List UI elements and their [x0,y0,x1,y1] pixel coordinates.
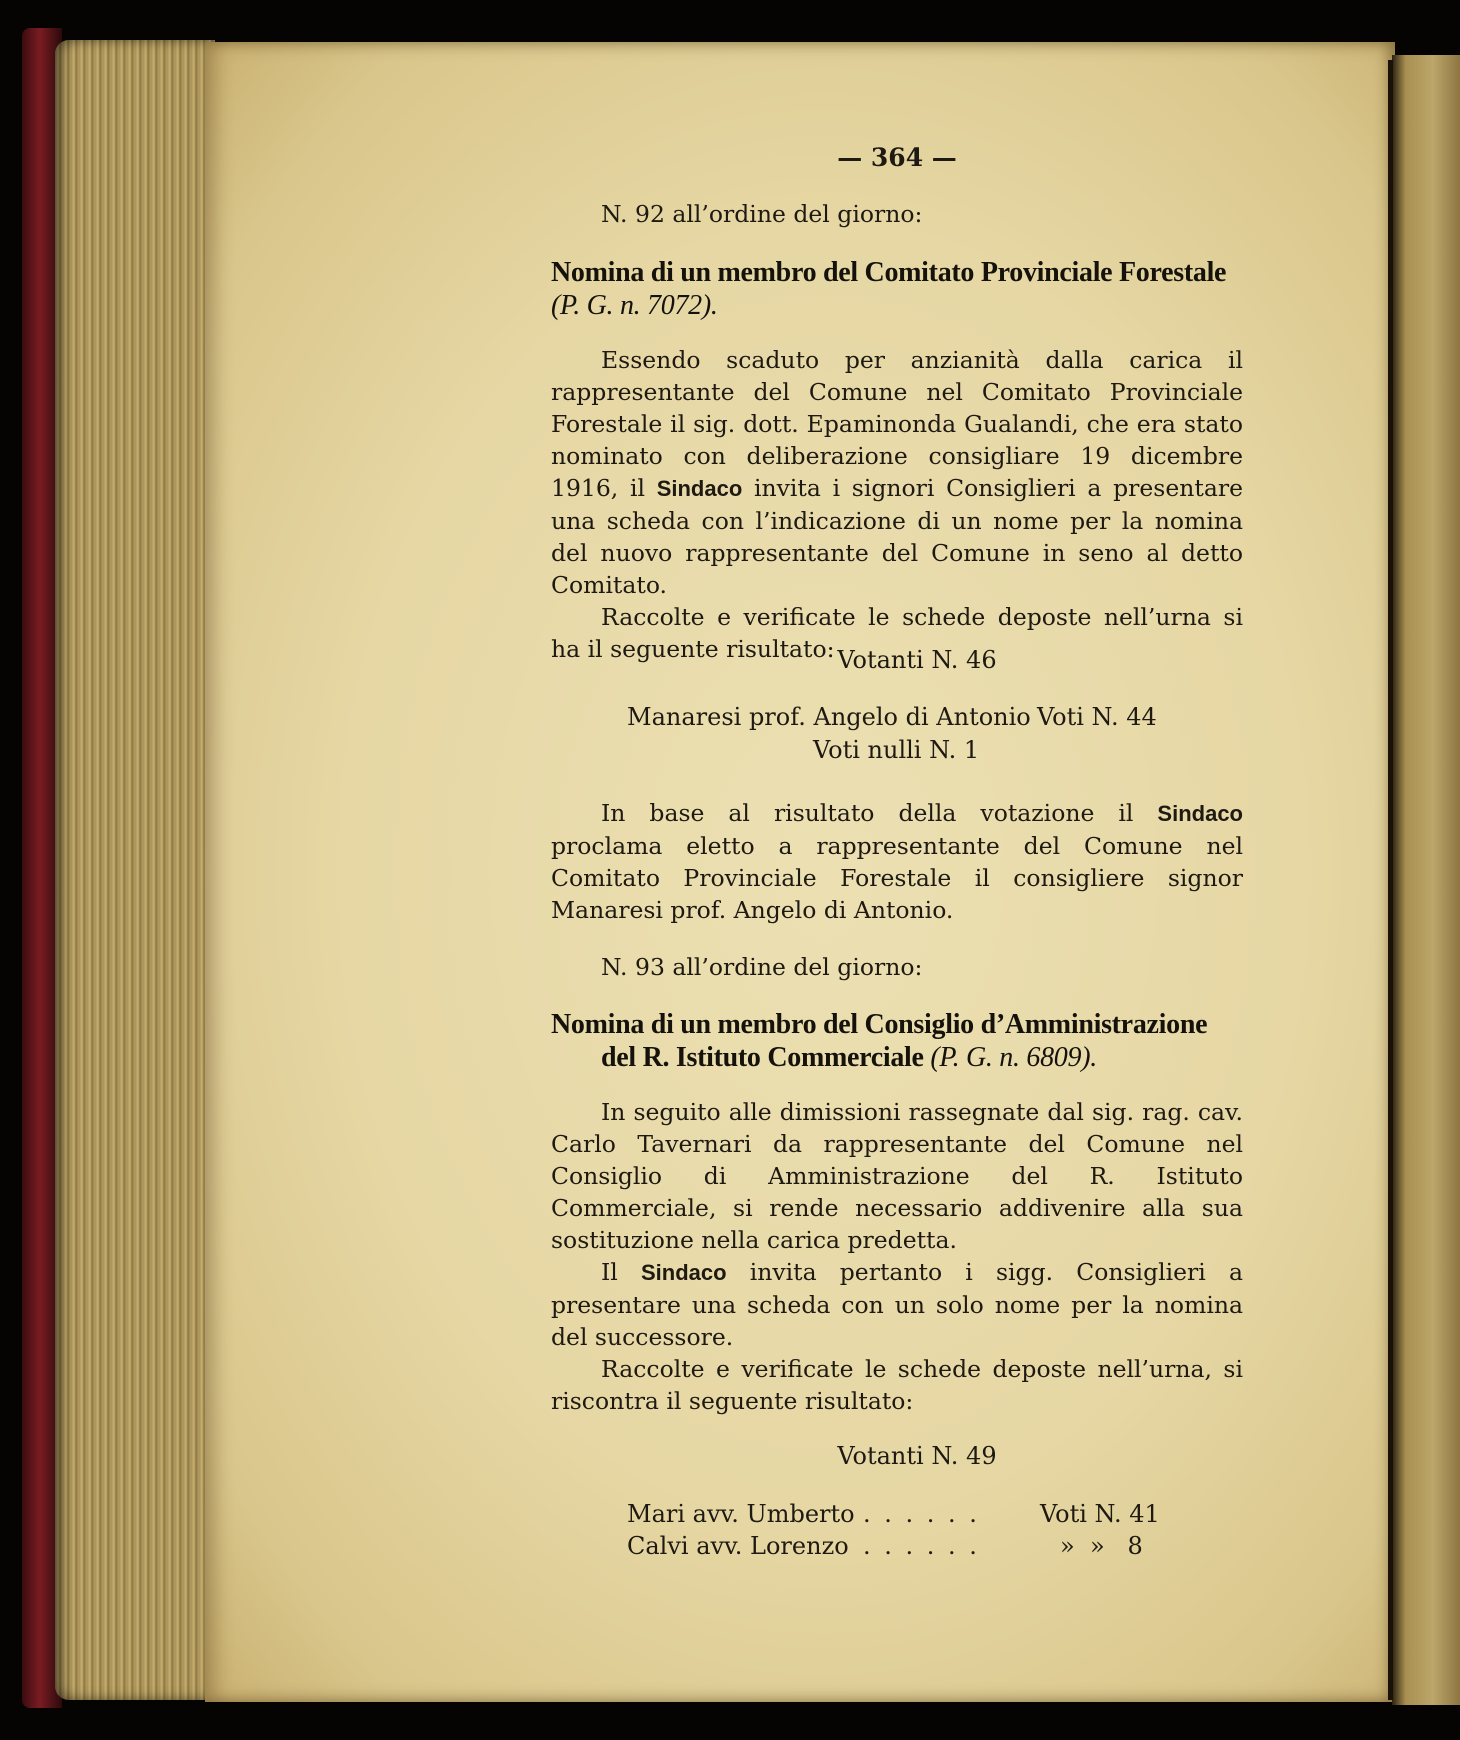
sindaco-bold: Sindaco [656,476,743,501]
candidate-votes: Voti N. 41 [1040,1500,1160,1528]
votanti-92: Votanti N. 46 [837,646,997,674]
section-heading-93 [551,1008,1243,1074]
candidate-name: Calvi avv. Lorenzo [627,1532,849,1560]
candidate-votes: » » 8 [1060,1532,1143,1560]
agenda-item-92: N. 92 all’ordine del giorno: [601,200,923,228]
vote-result-row [627,703,1167,731]
null-votes: Voti nulli N. 1 [813,736,980,764]
paragraph-92-3: In base al risultato della votazione il Sindaco proclama eletto a rappresentante del Comune nel Comitato Provinciale Forestale il consigliere signor Manaresi prof. Angelo di Antonio. [551,799,1243,924]
candidate-votes: Voti N. 44 [1037,703,1157,731]
leader-dots: . . . . . . [863,1532,980,1560]
result-row-2 [627,1532,1187,1560]
heading-line-2: del R. Istituto Commerciale (P. G. n. 6809). [601,1042,1097,1073]
candidate-name: Manaresi prof. Angelo di Antonio [627,703,1031,731]
leader-dots: . . . . . . [863,1500,980,1528]
paragraph-92-1: Essendo scaduto per anzianità dalla carica il rappresentante del Comune nel Comitato Provinciale Forestale il sig. dott. Epaminonda Gualandi, che era stato nominato con deliberazione consigliare 19 dicembre 1916, il Sindaco invita i signori Consiglieri a presentare una scheda con l’indicazione di un nome per la nomina del nuovo rappresentante del Comune in seno al detto Comitato. Raccolte e verificate le schede deposte nell’urna si ha il seguente risultato: [551,346,1243,663]
heading-text: Nomina di un membro del Comitato Provinciale Forestale [551,257,1227,288]
paragraph-93-1: In seguito alle dimissioni rassegnate dal sig. rag. cav. Carlo Tavernari da rappresentante del Comune nel Consiglio di Amministrazione del R. Istituto Commerciale, si rende necessario addivenire alla sua sostituzione nella carica predetta. Il Sindaco invita pertanto i sigg. Consiglieri a presentare una scheda con un solo nome per la nomina del successore. Raccolte e verificate le schede deposte nell’urna, si riscontra il seguente risultato: [551,1098,1243,1415]
votanti-93: Votanti N. 49 [837,1442,997,1470]
section-heading-92 [551,256,1243,322]
paragraph-93-2: Il Sindaco invita pertanto i sigg. Consiglieri a presentare una scheda con un solo nome per la nomina del successore. [551,1258,1243,1351]
page-number: — 364 — [837,143,957,172]
facing-page-edge [1392,55,1460,1705]
heading-line-1: Nomina di un membro del Consiglio d’Amministrazione [551,1009,1208,1040]
page-stack-edge [55,40,215,1700]
paragraph-93-3: Raccolte e verificate le schede deposte nell’urna, si riscontra il seguente risultato: [551,1355,1243,1415]
agenda-item-93: N. 93 all’ordine del giorno: [601,953,923,981]
heading-reference: (P. G. n. 7072). [551,290,718,321]
result-row-1 [627,1500,1187,1528]
paragraph-92-2: Raccolte e verificate le schede deposte nell’urna si ha il seguente risultato: [551,603,1243,663]
page-gutter [1388,60,1393,1700]
candidate-name: Mari avv. Umberto [627,1500,855,1528]
